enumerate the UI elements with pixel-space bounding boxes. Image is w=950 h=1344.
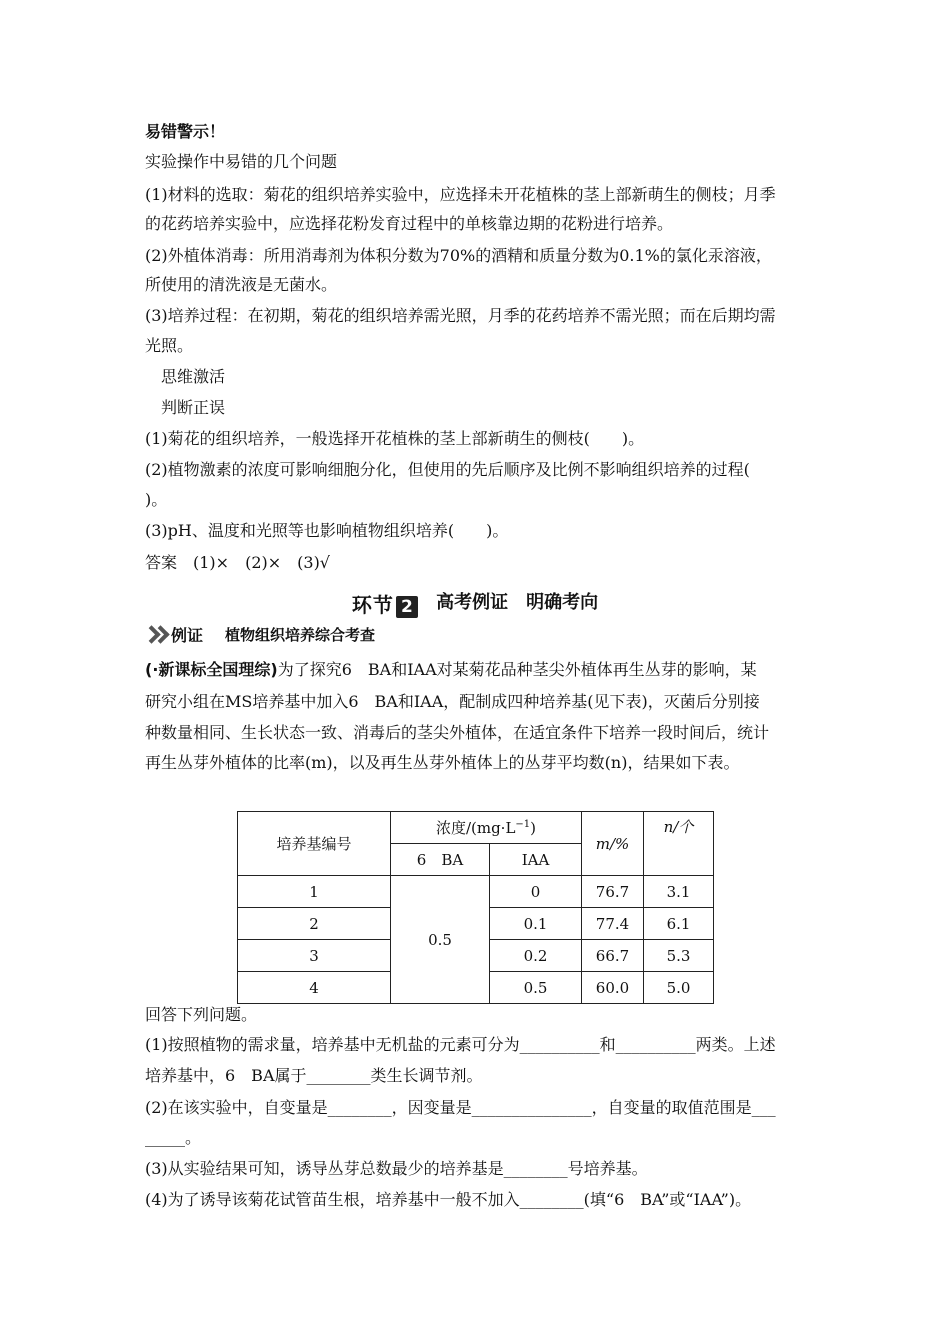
question-4: (4)为了诱导该菊花试管苗生根，培养基中一般不加入________(填“6 BA”或“IAA”)。 — [145, 1190, 752, 1209]
section-tag-number: 2 — [396, 596, 418, 618]
header-iaa: IAA — [490, 844, 582, 876]
section-title: 高考例证 明确考向 — [436, 592, 599, 613]
warning-line: (2)外植体消毒：所用消毒剂为体积分数为70%的酒精和质量分数为0.1%的氯化汞溶液， — [145, 246, 772, 265]
question-2: (2)在该实验中，自变量是________，因变量是_______________，自变量的取值范围是___ — [145, 1098, 776, 1117]
warning-line: 的花药培养实验中，应选择花粉发育过程中的单核靠边期的花粉进行培养。 — [145, 214, 674, 233]
section-tag — [352, 589, 420, 618]
example-label: 例证 — [171, 625, 204, 645]
cell-n: 5.0 — [644, 972, 714, 1004]
question-1: (1)按照植物的需求量，培养基中无机盐的元素可分为__________和__________两类。上述 — [145, 1035, 776, 1054]
warning-line: (3)培养过程：在初期，菊花的组织培养需光照，月季的花药培养不需光照；而在后期均需 — [145, 306, 776, 325]
header-6ba: 6 BA — [391, 844, 490, 876]
cell-m: 77.4 — [582, 908, 644, 940]
table-header-row — [238, 812, 714, 844]
example-line: 种数量相同、生长状态一致、消毒后的茎尖外植体，在适宜条件下培养一段时间后，统计 — [145, 723, 770, 742]
question-3: (3)从实验结果可知，诱导丛芽总数最少的培养基是________号培养基。 — [145, 1159, 648, 1178]
cell-m: 60.0 — [582, 972, 644, 1004]
cell-id: 2 — [238, 908, 391, 940]
example-line: 研究小组在MS培养基中加入6 BA和IAA，配制成四种培养基(见下表)，灭菌后分别接 — [145, 692, 760, 711]
example-line: 再生丛芽外植体的比率(m)，以及再生丛芽外植体上的丛芽平均数(n)，结果如下表。 — [145, 753, 740, 772]
cell-iaa: 0 — [490, 876, 582, 908]
judge-q2-end: )。 — [145, 490, 168, 509]
warning-line: (1)材料的选取：菊花的组织培养实验中，应选择未开花植株的茎上部新萌生的侧枝；月季 — [145, 185, 776, 204]
example-line — [145, 660, 757, 680]
cell-id: 1 — [238, 876, 391, 908]
header-medium: 培养基编号 — [238, 812, 391, 876]
header-n: n/个 — [644, 812, 714, 876]
results-table — [237, 811, 714, 1004]
thinking-title: 思维激活 — [161, 367, 226, 386]
warning-subtitle: 实验操作中易错的几个问题 — [145, 152, 338, 171]
cell-m: 76.7 — [582, 876, 644, 908]
table-row — [238, 876, 714, 908]
judge-q2: (2)植物激素的浓度可影响细胞分化，但使用的先后顺序及比例不影响组织培养的过程( — [145, 460, 750, 479]
header-concentration: 浓度$/(mg\cdot L^{-1})$ — [391, 812, 582, 844]
double-chevron-icon — [145, 626, 169, 642]
warning-line: 光照。 — [145, 336, 194, 355]
cell-6ba: 0.5 — [391, 876, 490, 1004]
header-m: m/% — [582, 812, 644, 876]
cell-m: 66.7 — [582, 940, 644, 972]
warning-title: 易错警示！ — [145, 122, 226, 141]
cell-n: 5.3 — [644, 940, 714, 972]
cell-iaa: 0.1 — [490, 908, 582, 940]
cell-iaa: 0.2 — [490, 940, 582, 972]
question-1-cont: 培养基中，6 BA属于________类生长调节剂。 — [145, 1066, 483, 1085]
cell-n: 6.1 — [644, 908, 714, 940]
section-tag-text: 环节 — [351, 592, 394, 617]
judge-q3: (3)pH、温度和光照等也影响植物组织培养( )。 — [145, 521, 509, 540]
cell-id: 4 — [238, 972, 391, 1004]
cell-iaa: 0.5 — [490, 972, 582, 1004]
questions-intro: 回答下列问题。 — [145, 1005, 258, 1024]
example-text: 为了探究6 BA和IAA对某菊花品种茎尖外植体再生丛芽的影响，某 — [277, 660, 757, 679]
example-source: (·新课标全国理综) — [145, 660, 278, 679]
example-title: 植物组织培养综合考查 — [225, 625, 376, 644]
section-heading — [0, 588, 950, 618]
question-2-cont: _____。 — [145, 1128, 202, 1147]
judge-answer: 答案 (1)× (2)× (3)√ — [145, 553, 331, 572]
judge-q1: (1)菊花的组织培养，一般选择开花植株的茎上部新萌生的侧枝( )。 — [145, 429, 645, 448]
thinking-subtitle: 判断正误 — [161, 398, 226, 417]
example-heading — [145, 622, 375, 646]
warning-line: 所使用的清洗液是无菌水。 — [145, 275, 338, 294]
cell-id: 3 — [238, 940, 391, 972]
cell-n: 3.1 — [644, 876, 714, 908]
